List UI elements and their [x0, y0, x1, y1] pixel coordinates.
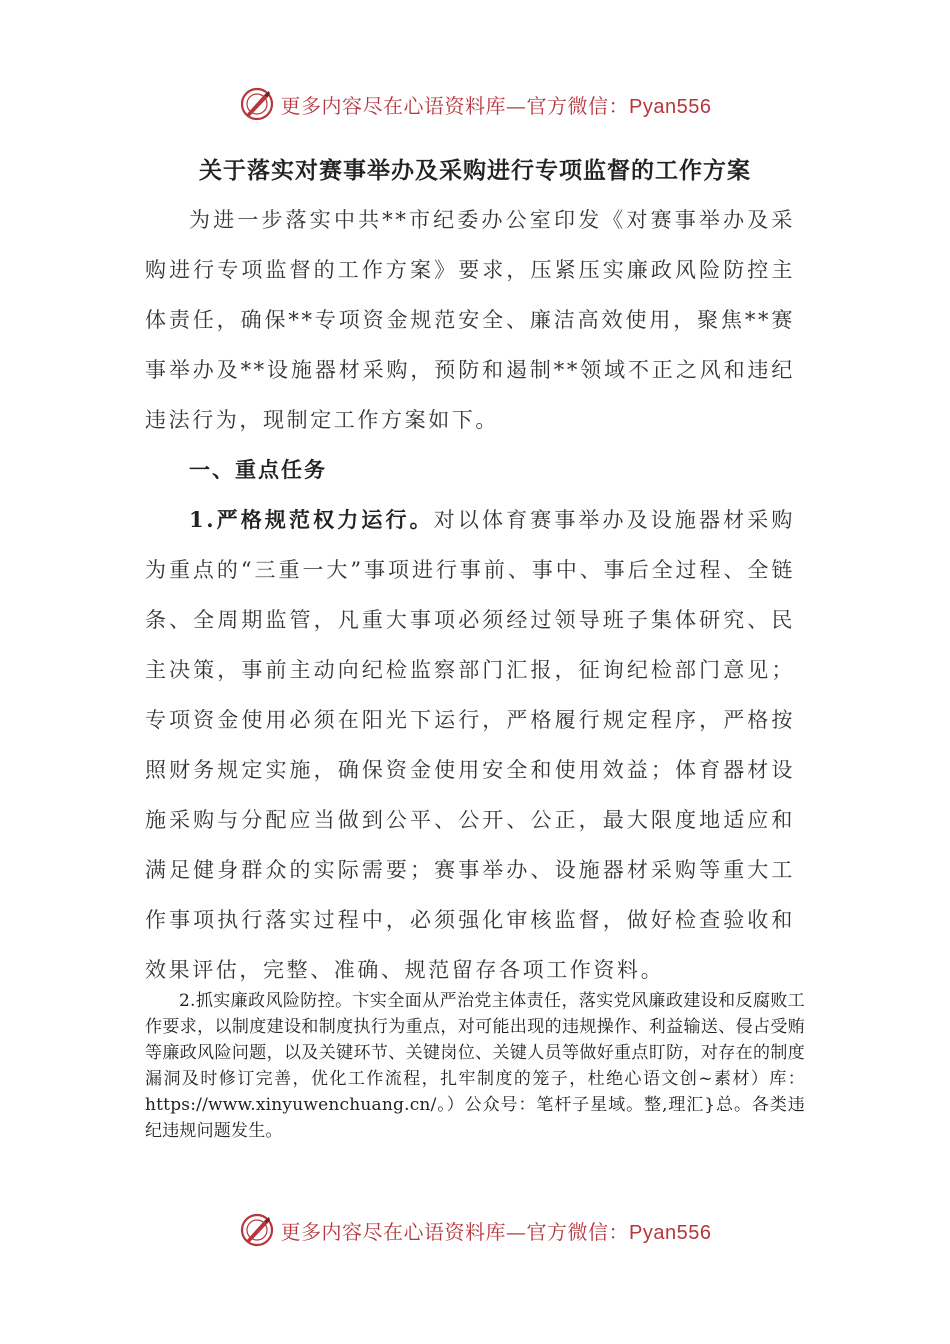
item1-body: 对以体育赛事举办及设施器材采购为重点的“三重一大”事项进行事前、事中、事后全过程、全链条、全周期监管，凡重大事项必须经过领导班子集体研究、民主决策，事前主动向纪检监察部门汇报，征询纪检部门意见；专项资金使用必须在阳光下运行，严格履行规定程序，严格按照财务规定实施，确保资金使用安全和使用效益；体育器材设施采购与分配应当做到公平、公开、公正，最大限度地适应和满足健身群众的实际需要；赛事举办、设施器材采购等重大工作事项执行落实过程中，必须强化审核监督，做好检查验收和效果评估，完整、准确、规范留存各项工作资料。 — [145, 508, 795, 982]
item2-paragraph: 2.抓实廉政风险防控。卞实全面从严治党主体责任，落实党风廉政建设和反腐败工作要求，以制度建设和制度执行为重点，对可能出现的违规操作、利益输送、侵占受贿等廉政风险问题，以及关键环节、关键岗位、关键人员等做好重点盯防，对存在的制度漏洞及时修订完善，优化工作流程，扎牢制度的笼子，杜绝心语文创~素材）库：https://www.xinyuwenchuang.cn/。）公众号：笔杆子星域。整,理汇}总。各类违纪违规问题发生。 — [145, 991, 805, 1141]
banner-text: 更多内容尽在心语资料库—官方微信：Pyan556 — [280, 1219, 712, 1244]
pen-logo-icon — [239, 86, 275, 122]
pen-logo-icon — [239, 1212, 275, 1248]
item1-paragraph — [145, 495, 795, 995]
header-banner — [0, 82, 950, 126]
banner-brand: Pyan556 — [629, 1221, 712, 1244]
section-heading: 一、重点任务 — [189, 457, 327, 482]
footer-banner — [0, 1208, 950, 1252]
banner-brand: Pyan556 — [629, 95, 712, 118]
item1-lead: 1.严格规范权力运行。 — [189, 507, 434, 532]
intro-paragraph: 为进一步落实中共**市纪委办公室印发《对赛事举办及采购进行专项监督的工作方案》要求，压紧压实廉政风险防控主体责任，确保**专项资金规范安全、廉洁高效使用，聚焦**赛事举办及**设施器材采购，预防和遏制**领域不正之风和违纪违法行为，现制定工作方案如下。 — [145, 208, 795, 432]
banner-text: 更多内容尽在心语资料库—官方微信：Pyan556 — [280, 93, 712, 118]
document-title: 关于落实对赛事举办及采购进行专项监督的工作方案 — [199, 157, 751, 184]
